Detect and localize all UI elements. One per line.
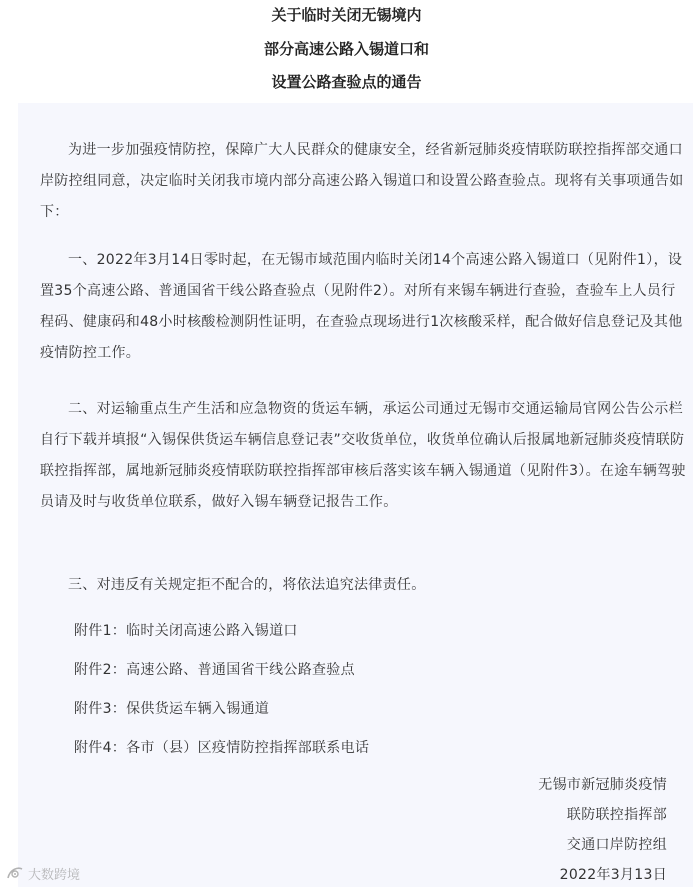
signature-date: 2022年3月13日 — [559, 867, 667, 883]
attachment-1: 附件1：临时关闭高速公路入锡道口 — [74, 623, 298, 639]
attachment-2: 附件2：高速公路、普通国省干线公路查验点 — [74, 662, 355, 678]
item-one-paragraph: 一、2022年3月14日零时起，在无锡市域范围内临时关闭14个高速公路入锡道口（见附件1），设置35个高速公路、普通国省干线公路查验点（见附件2）。对所有来锡车辆进行查验，查验车上人员行程码、健康码和48小时核酸检测阴性证明，在查验点现场进行1次核酸采样，配合做好信息登记及其他疫情防控工作。 — [40, 252, 683, 361]
intro-paragraph: 为进一步加强疫情防控，保障广大人民群众的健康安全，经省新冠肺炎疫情联防联控指挥部交通口岸防控组同意，决定临时关闭我市境内部分高速公路入锡道口和设置公路查验点。现将有关事项通告如下： — [40, 142, 684, 220]
title-line-2: 部分高速公路入锡道口和 — [263, 40, 429, 58]
notice-header — [0, 0, 693, 103]
attachment-4: 附件4：各市（县）区疫情防控指挥部联系电话 — [74, 740, 370, 756]
attachment-3: 附件3：保供货运车辆入锡通道 — [74, 701, 270, 717]
item-two-paragraph: 二、对运输重点生产生活和应急物资的货运车辆，承运公司通过无锡市交通运输局官网公告公示栏自行下载并填报“入锡保供货运车辆信息登记表”交收货单位，收货单位确认后报属地新冠肺炎疫情联防联控指挥部，属地新冠肺炎疫情联防联控指挥部审核后落实该车辆入锡通道（见附件3）。在途车辆驾驶员请及时与收货单位联系，做好入锡车辆登记报告工作。 — [40, 401, 686, 510]
watermark — [6, 864, 80, 882]
item-three-paragraph: 三、对违反有关规定拒不配合的，将依法追究法律责任。 — [68, 577, 426, 593]
watermark-text: 大数跨境 — [28, 867, 81, 883]
title-line-1: 关于临时关闭无锡境内 — [271, 6, 422, 24]
title-line-3: 设置公路查验点的通告 — [271, 73, 422, 91]
signature-line-2: 联防联控指挥部 — [566, 807, 667, 823]
signature-line-3: 交通口岸防控组 — [566, 837, 667, 853]
eye-logo-icon — [6, 865, 24, 881]
signature-line-1: 无锡市新冠肺炎疫情 — [538, 777, 667, 793]
notice-body — [18, 103, 693, 887]
